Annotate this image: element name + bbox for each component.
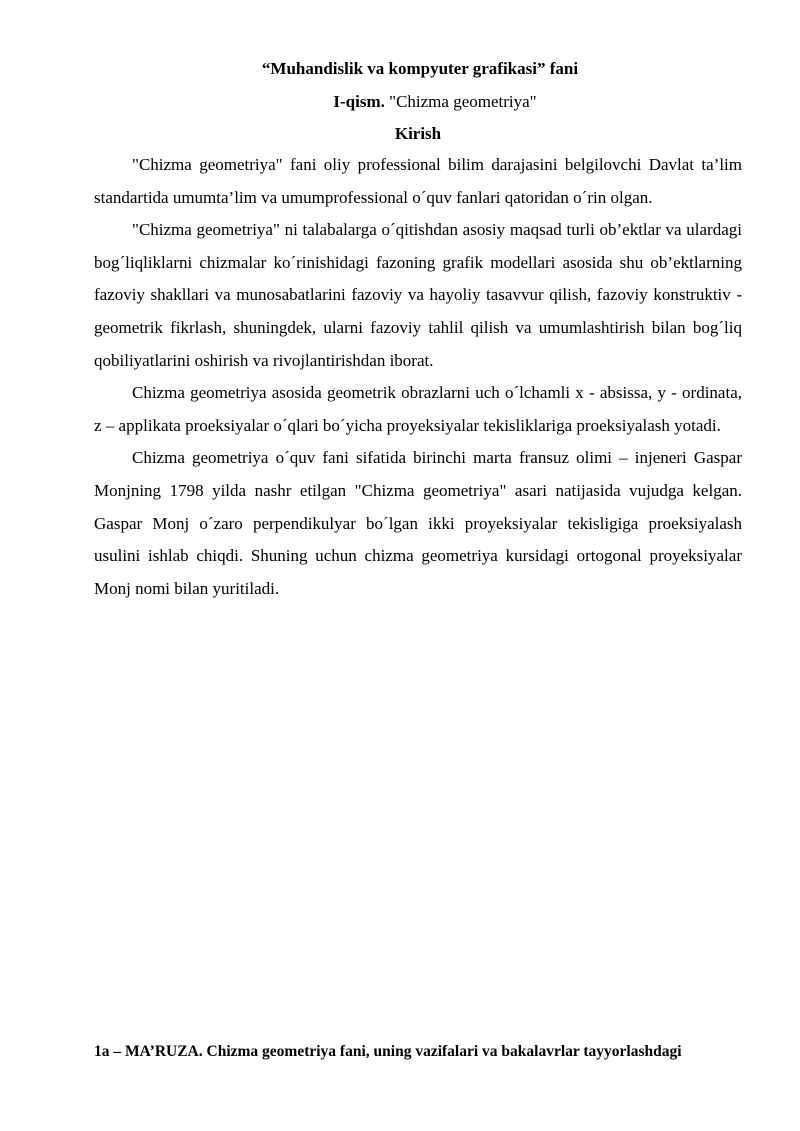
part-heading: [35, 91, 800, 113]
part-title: "Chizma geometriya": [384, 92, 537, 111]
page-footer: 1a – MA’RUZA. Chizma geometriya fani, uning vazifalari va bakalavrlar tayyorlashdagi: [94, 1043, 682, 1060]
paragraph-2: "Chizma geometriya" ni talabalarga o´qitishdan asosiy maqsad turli ob’ektlar va ulardagi bog´liqliklarni chizmalar ko´rinishidagi fazoning grafik modellari asosida shu ob’ektlarning fazoviy shakllari va munosabatlarini fazoviy va hayoliy tasavvur qilish, fazoviy konstruktiv - geometrik fikrlash, shuningdek, ularni fazoviy tahlil qilish va umumlashtirish bilan bog´liq qobiliyatlarini oshirish va rivojlantirishdan iborat.: [94, 220, 742, 370]
paragraph-1: "Chizma geometriya" fani oliy professional bilim darajasini belgilovchi Davlat ta’lim standartida umumta’lim va umumprofessional o´quv fanlari qatoridan o´rin olgan.: [94, 155, 742, 207]
paragraph-4: Chizma geometriya o´quv fani sifatida birinchi marta fransuz olimi – injeneri Gaspar Monjning 1798 yilda nashr etilgan "Chizma geometriya" asari natijasida vujudga kelgan. Gaspar Monj o´zaro perpendikulyar bo´lgan ikki proyeksiyalar tekisligiga proeksiyalash usulini ishlab chiqdi. Shuning uchun chizma geometriya kursidagi ortogonal proyeksiyalar Monj nomi bilan yuritiladi.: [94, 448, 742, 598]
document-title: “Muhandislik va kompyuter grafikasi” fani: [261, 59, 579, 78]
part-label: I-qism.: [333, 92, 385, 111]
paragraph-3: Chizma geometriya asosida geometrik obrazlarni uch o´lchamli x - absissa, y - ordinata, z – applikata proeksiyalar o´qlari bo´yicha proyeksiyalar tekisliklariga proeksiyalash yotadi.: [94, 383, 742, 435]
section-heading: Kirish: [394, 124, 442, 143]
body-text: [94, 149, 742, 605]
